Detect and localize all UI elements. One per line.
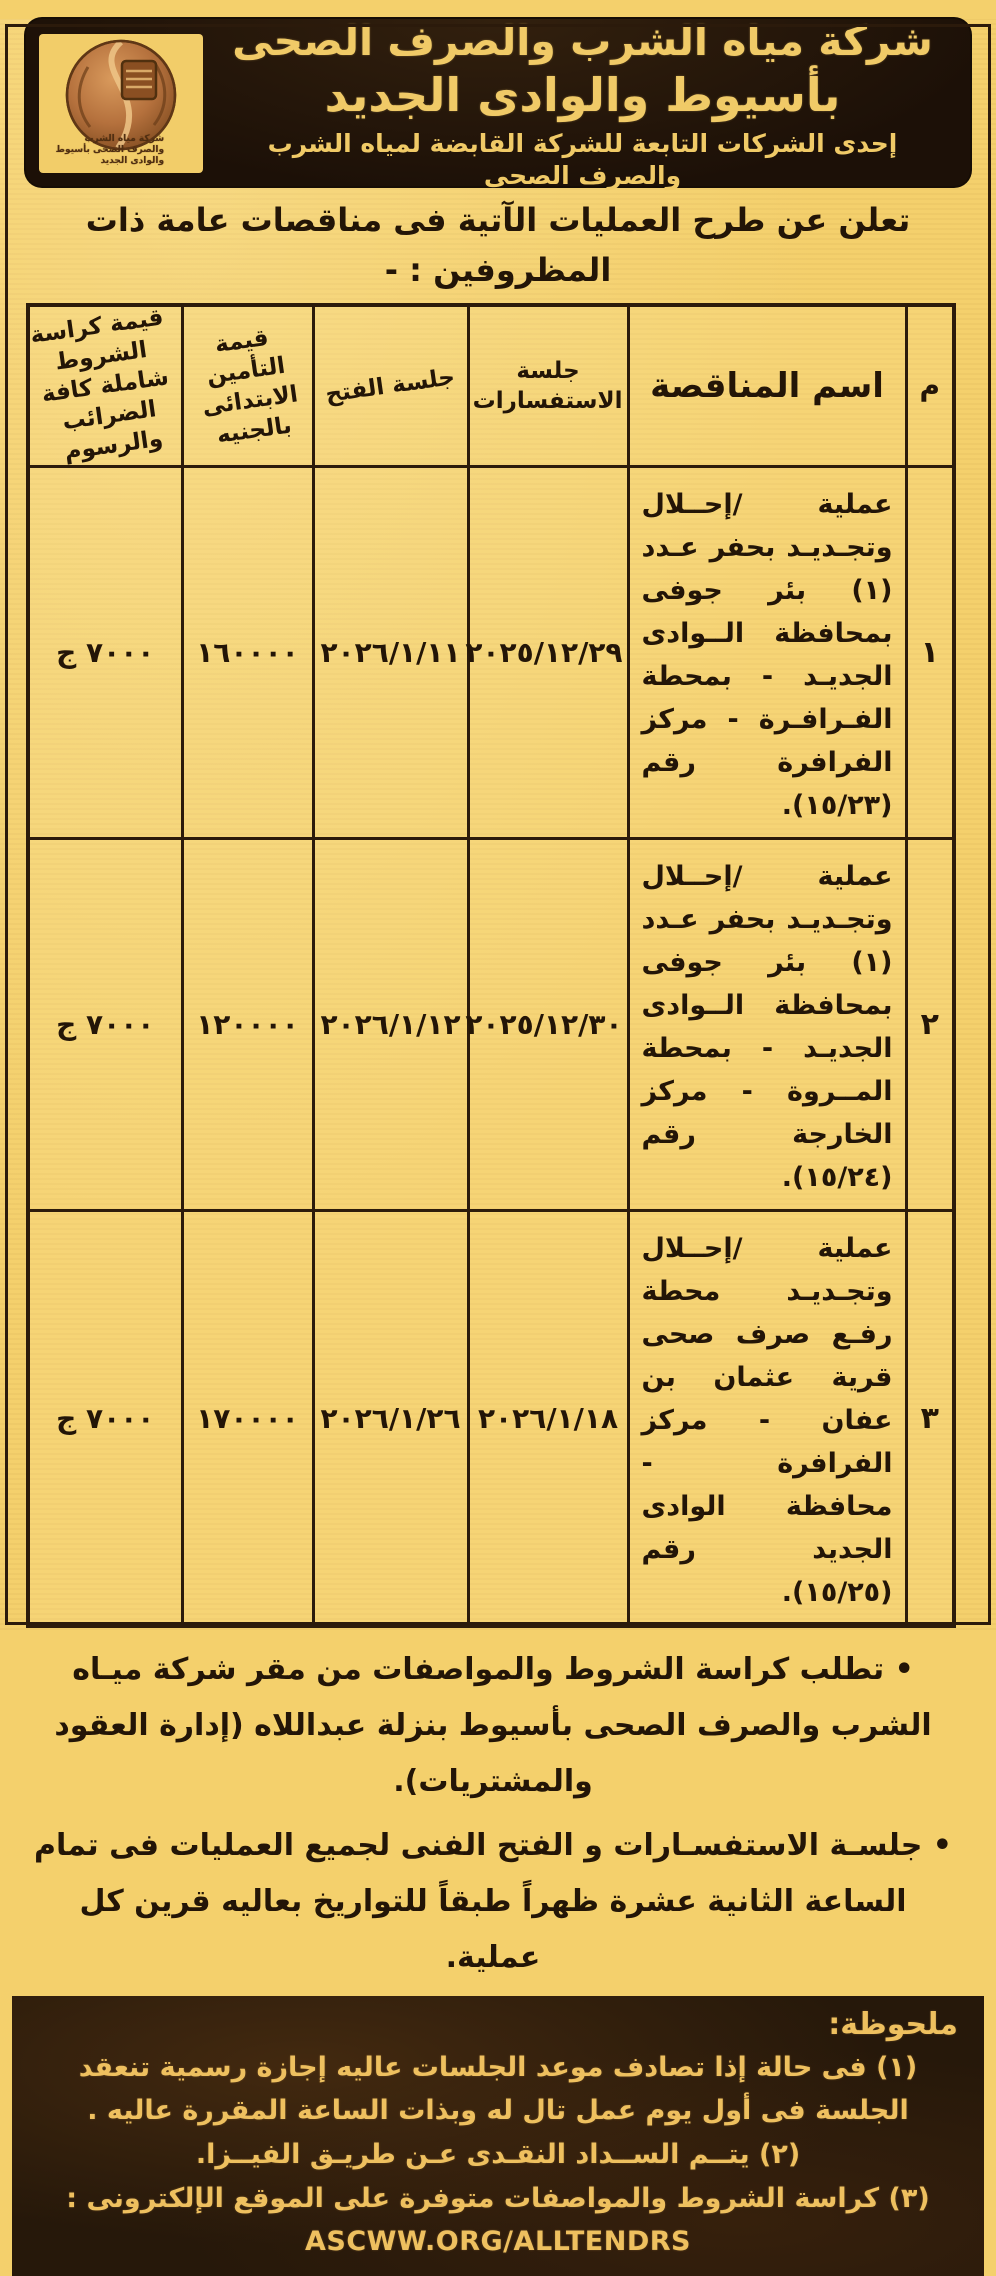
masthead <box>26 16 970 190</box>
inquiry-date-cell: ٢٠٢٥/١٢/٢٩ <box>468 467 628 839</box>
company-logo <box>39 34 203 173</box>
inquiry-date-cell: ٢٠٢٥/١٢/٣٠ <box>468 839 628 1211</box>
masthead-text <box>215 16 950 192</box>
tender-row <box>28 467 954 839</box>
notes-panel <box>12 1996 984 2276</box>
bullet-session-time: • جلسـة الاستفسـارات و الفتح الفنى لجميع العمليات فى تمام الساعة الثانية عشرة ظهراً طبقاً للتواريخ بعاليه قرين كل عملية. <box>34 1828 952 1975</box>
announcement-line: تعلن عن طرح العمليات الآتية فى مناقصات عامة ذات المظروفين : - <box>85 201 911 289</box>
logo-caption-line: والصرف الصحى بأسيوط <box>55 145 165 155</box>
booklet-price-cell: ٧٠٠٠ ج <box>28 839 182 1211</box>
insurance-value-cell: ١٧٠٠٠٠ <box>182 1211 313 1627</box>
row-serial: ٢ <box>906 839 954 1211</box>
inquiry-date-cell: ٢٠٢٦/١/١٨ <box>468 1211 628 1627</box>
logo-caption <box>46 134 164 167</box>
note-website: (٣) كراسة الشروط والمواصفات متوفرة على الموقع الإلكترونى : ASCWW.ORG/ALLTENDRS <box>66 2183 930 2257</box>
insurance-value-cell: ١٢٠٠٠٠ <box>182 839 313 1211</box>
opening-date-cell: ٢٠٢٦/١/٢٦ <box>313 1211 468 1627</box>
opening-date-cell: ٢٠٢٦/١/١٢ <box>313 839 468 1211</box>
note-visa-payment: (٢) يتــم الســداد النقـدى عـن طريـق الفيــزا. <box>195 2139 801 2170</box>
booklet-price-cell: ٧٠٠٠ ج <box>28 467 182 839</box>
insurance-value-cell: ١٦٠٠٠٠ <box>182 467 313 839</box>
tender-row <box>28 1211 954 1627</box>
row-serial: ١ <box>906 467 954 839</box>
booklet-price-cell: ٧٠٠٠ ج <box>28 1211 182 1627</box>
conditions-section <box>34 1642 952 1986</box>
row-serial: ٣ <box>906 1211 954 1627</box>
masthead-title-primary: شركة مياه الشرب والصرف الصحى <box>232 16 933 65</box>
tender-name-cell: عملية /إحــلال وتجـديـد محطة رفـع صرف صحى قرية عثمان بن عفان - مركز الفرافرة - محافظة الوادى الجديد رقم (١٥/٢٥). <box>628 1211 906 1627</box>
table-header-row <box>28 305 954 467</box>
logo-caption-line: والوادى الجديد <box>100 156 165 166</box>
notes-title: ملحوظة: <box>828 2007 958 2042</box>
masthead-subtitle: إحدى الشركات التابعة للشركة القابضة لمياه الشرب والصرف الصحى <box>267 128 898 190</box>
header-inquiry-session: جلسة الاستفسارات <box>468 305 628 467</box>
masthead-title-secondary: بأسيوط والوادى الجديد <box>324 67 841 122</box>
tender-ad-page <box>0 16 996 2257</box>
header-booklet-price: قيمة كراسة الشروط شاملة كافة الضرائب والرسوم <box>28 305 182 467</box>
header-opening-session: جلسة الفتح <box>313 305 468 467</box>
logo-caption-line: شركة مياه الشرب <box>84 134 165 144</box>
tender-row <box>28 839 954 1211</box>
tenders-table <box>26 303 956 1628</box>
tender-name-cell: عملية /إحــلال وتجـديـد بحفر عـدد (١) بئر جوفى بمحافظة الــوادى الجديـد - بمحطة الفـرافـرة - مركز الفرافرة رقم (١٥/٢٣). <box>628 467 906 839</box>
header-serial: م <box>906 305 954 467</box>
bullet-booklet-purchase: • تطلب كراسة الشروط والمواصفات من مقر شركة ميـاه الشرب والصرف الصحى بأسيوط بنزلة عبداللاه (إدارة العقود والمشتريات). <box>54 1652 932 1799</box>
tender-name-cell: عملية /إحــلال وتجـديـد بحفر عـدد (١) بئر جوفى بمحافظة الــوادى الجديـد - بمحطة المــروة - مركز الخارجة رقم (١٥/٢٤). <box>628 839 906 1211</box>
opening-date-cell: ٢٠٢٦/١/١١ <box>313 467 468 839</box>
header-tender-name: اسم المناقصة <box>628 305 906 467</box>
note-holiday: (١) فى حالة إذا تصادف موعد الجلسات عاليه إجازة رسمية تنعقد الجلسة فى أول يوم عمل تال له وبذات الساعة المقررة عاليه . <box>78 2052 918 2126</box>
header-initial-insurance: قيمة التأمين الابتدائى بالجنيه <box>182 305 313 467</box>
